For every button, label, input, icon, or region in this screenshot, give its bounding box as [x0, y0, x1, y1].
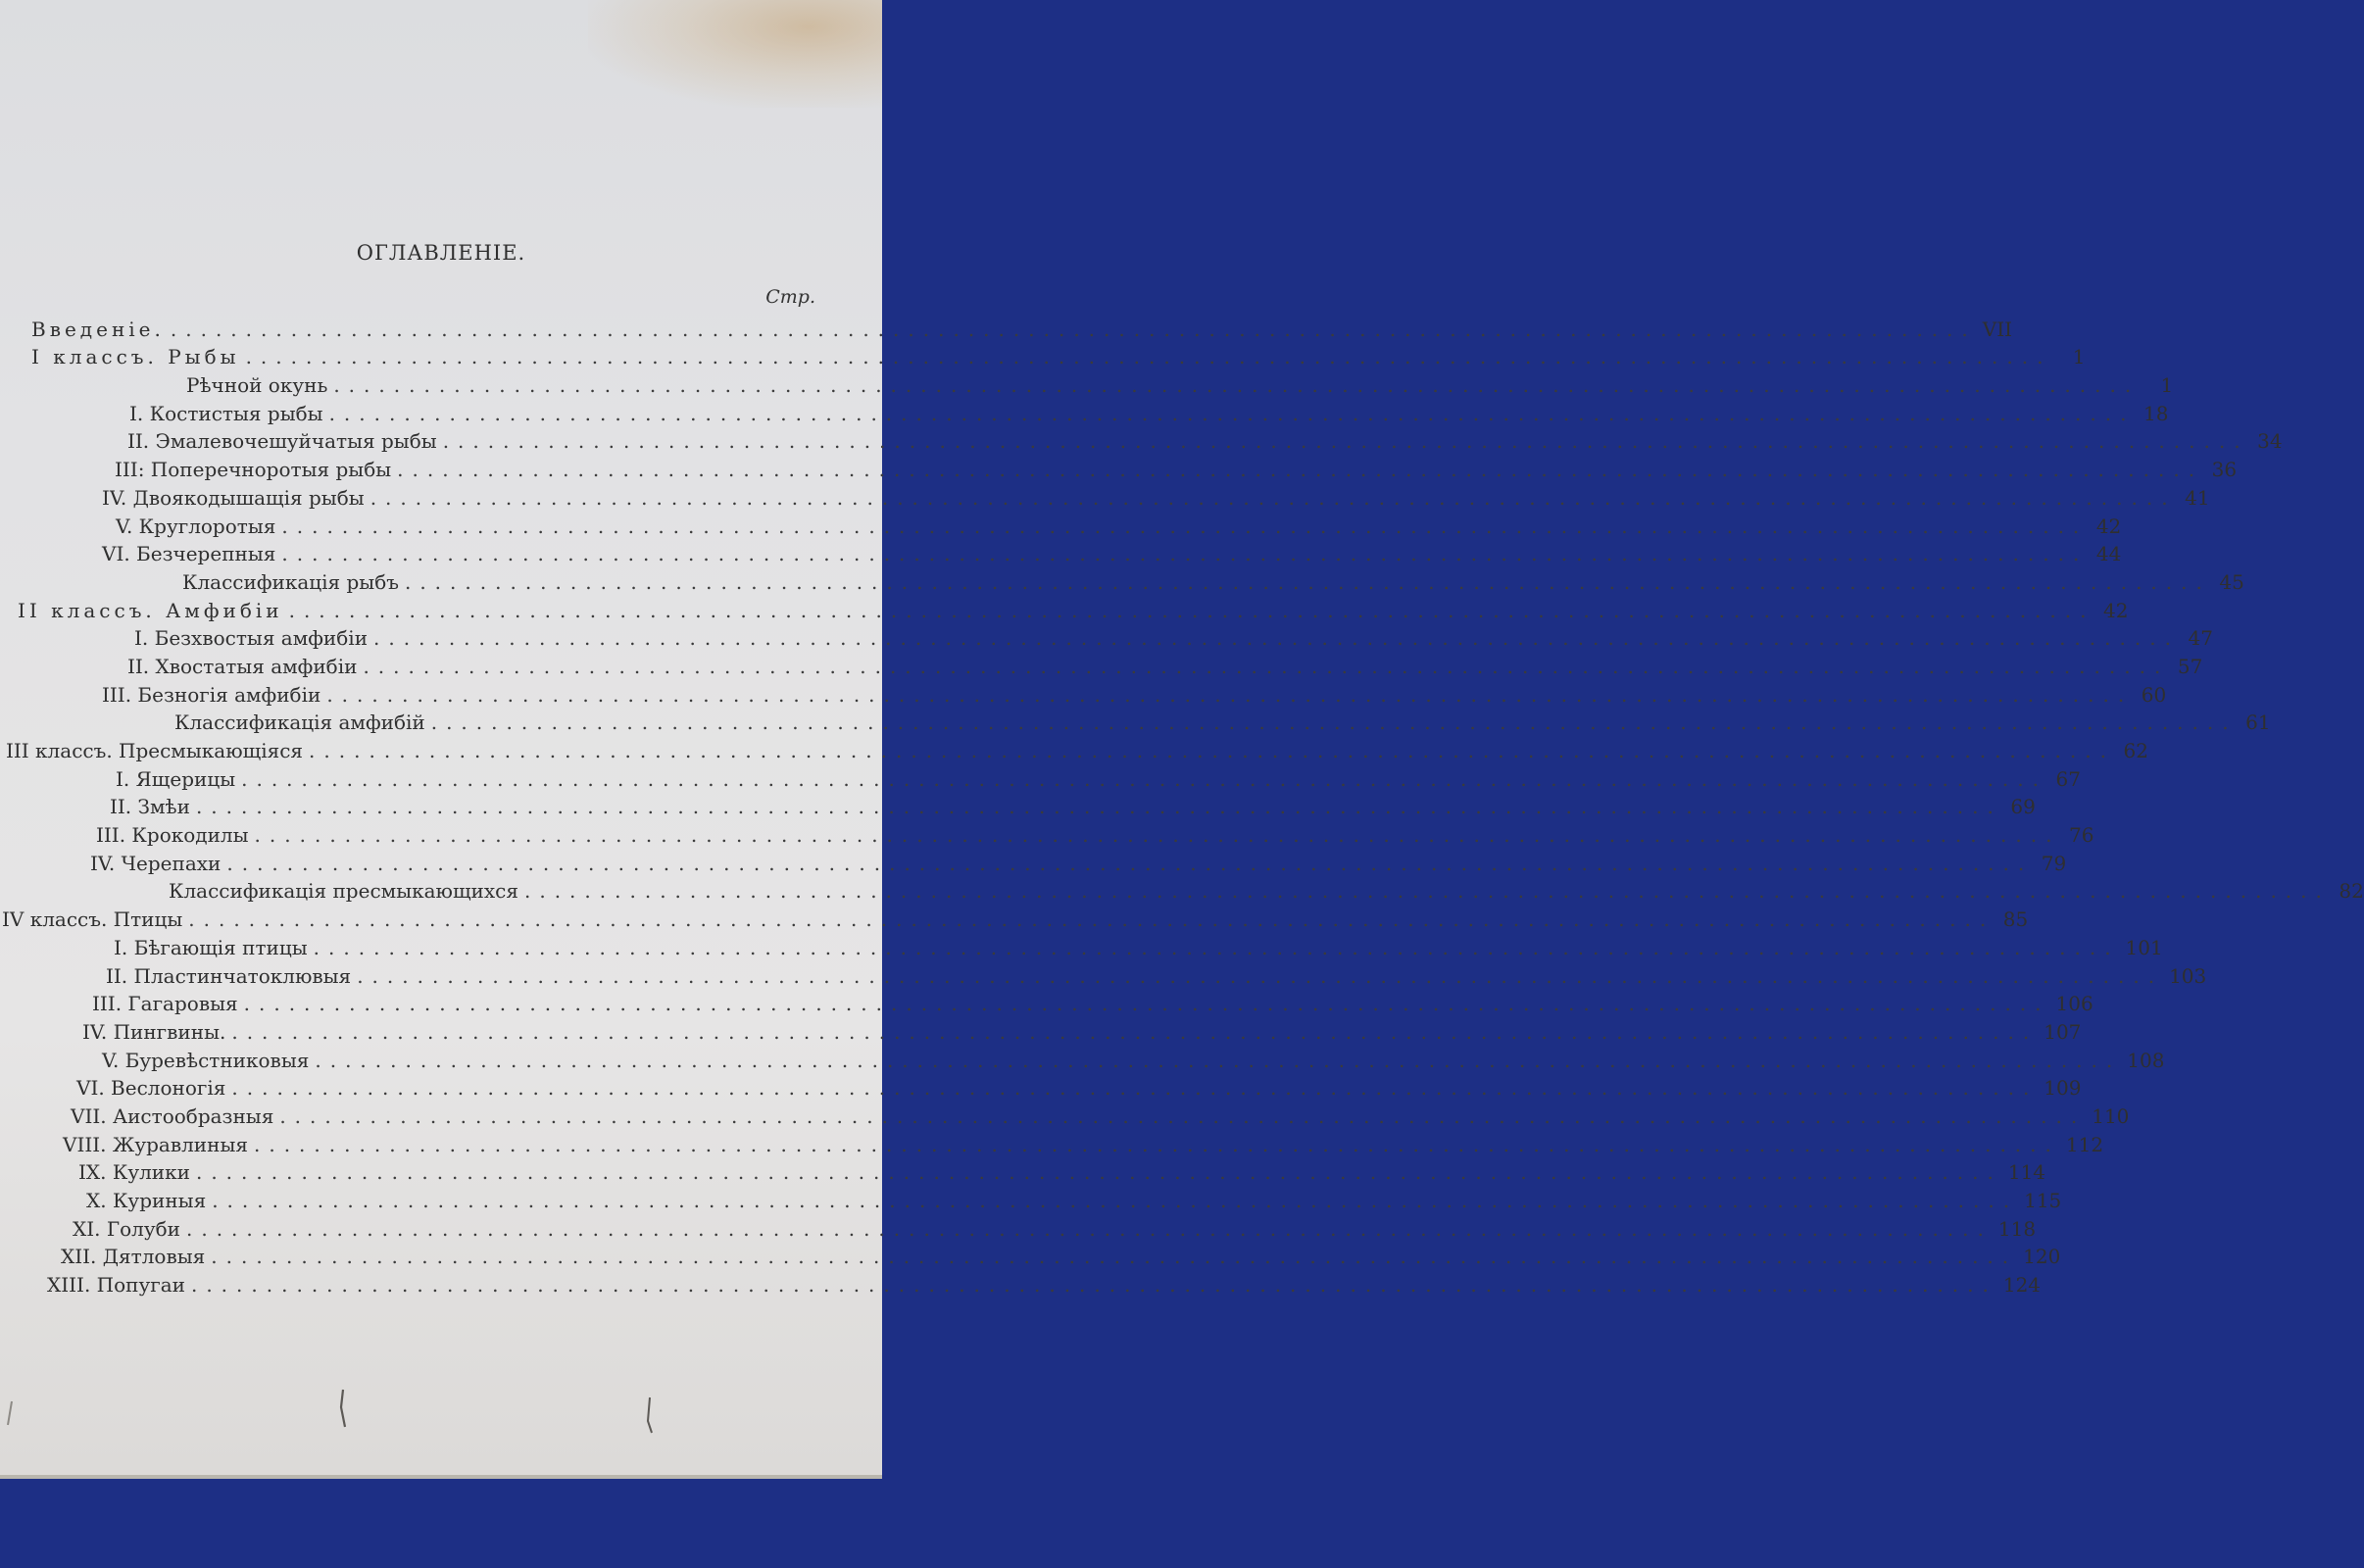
- toc-entry-label: VI. Веслоногія: [76, 1076, 226, 1101]
- toc-dot-leader: ........................................................................................................................: [185, 1216, 1993, 1241]
- toc-entry: [0, 564, 2244, 594]
- toc-entry: [0, 677, 2167, 707]
- page-title: ОГЛАВЛЕНІЕ.: [356, 241, 526, 265]
- toc-page-number: 1: [2072, 345, 2086, 369]
- toc-entry: [0, 733, 2148, 762]
- toc-entry: [0, 987, 2093, 1016]
- toc-dot-leader: ........................................................................................................................: [404, 569, 2211, 594]
- toc-page-number: 57: [2177, 654, 2203, 678]
- toc-page-number: 1: [2160, 373, 2174, 398]
- toc-dot-leader: ........................................................................................................................: [315, 1048, 2122, 1072]
- toc-page-number: 42: [2095, 514, 2122, 538]
- toc-dot-leader: ........................................................................................................................: [241, 766, 2047, 791]
- toc-entry: [0, 1014, 2082, 1044]
- toc-page-number: 42: [2103, 598, 2129, 622]
- toc-entry-label: IX. Кулики: [78, 1160, 190, 1185]
- toc-entry-label: II. Хвостатыя амфибіи: [127, 654, 358, 678]
- toc-page-number: 44: [2095, 542, 2122, 566]
- toc-entry-label: I. Бѣгающія птицы: [114, 935, 308, 959]
- toc-entry-label: III. Безногія амфибіи: [102, 682, 321, 707]
- toc-entry-label: Рѣчной окунь: [186, 373, 328, 398]
- toc-dot-leader: ........................................................................................................................: [357, 963, 2164, 988]
- toc-entry-label: Классификація амфибій: [174, 710, 425, 735]
- toc-entry-label: II. Эмалевочешуйчатыя рыбы: [127, 429, 437, 454]
- toc-page-number: 120: [2023, 1245, 2061, 1269]
- toc-entry: [0, 452, 2238, 482]
- toc-entry: [0, 817, 2094, 848]
- toc-page-number: 62: [2123, 739, 2148, 762]
- toc-dot-leader: ........................................................................................................................: [245, 345, 2052, 369]
- toc-dot-leader: ........................................................................................................................: [253, 1132, 2060, 1156]
- toc-page-number: 45: [2219, 569, 2244, 594]
- toc-entry-label: II. Пластинчатоклювыя: [106, 963, 352, 988]
- toc-dot-leader: ........................................................................................................................: [430, 710, 2238, 735]
- toc-entry: [0, 930, 2163, 959]
- toc-dot-leader: ........................................................................................................................: [279, 1103, 2087, 1128]
- toc-dot-leader: ........................................................................................................................: [328, 401, 2136, 425]
- toc-entry: [0, 1099, 2130, 1128]
- toc-entry: [0, 480, 2210, 510]
- toc-entry: [0, 368, 2174, 398]
- toc-entry: [0, 1240, 2061, 1269]
- toc-entry: [0, 593, 2129, 622]
- toc-page-number: 41: [2185, 485, 2210, 510]
- toc-entry: [0, 396, 2169, 425]
- toc-dot-leader: ........................................................................................................................: [313, 935, 2120, 959]
- toc-dot-leader: ........................................................................................................................: [170, 317, 1977, 341]
- toc-entry-label: XI. Голуби: [73, 1216, 180, 1241]
- toc-dot-leader: ........................................................................................................................: [373, 626, 2180, 651]
- toc-page-number: 110: [2092, 1103, 2130, 1128]
- toc-page-number: 118: [1997, 1216, 2037, 1241]
- toc-page-number: 67: [2055, 766, 2081, 791]
- toc-entry: [0, 1071, 2082, 1101]
- toc-entry: [0, 1127, 2104, 1156]
- toc-entry-label: XII. Дятловыя: [61, 1245, 206, 1269]
- toc-page-number: 103: [2169, 963, 2207, 988]
- toc-entry: [0, 621, 2213, 651]
- toc-page-number: 112: [2065, 1132, 2104, 1156]
- toc-entry-label: III. Гагаровыя: [92, 992, 238, 1016]
- toc-entry: [0, 1267, 2042, 1298]
- toc-page-number: 85: [2002, 907, 2029, 932]
- toc-entry-label: III классъ. Пресмыкающіяся: [6, 739, 304, 762]
- toc-dot-leader: ........................................................................................................................: [231, 1019, 2039, 1044]
- toc-entry-label: V. Круглоротыя: [116, 514, 276, 538]
- toc-entry-label: IV классъ. Птицы: [2, 907, 183, 932]
- toc-entry: [0, 874, 2364, 904]
- toc-entry-label: II классъ. Амфибіи: [18, 598, 283, 622]
- toc-page-number: 18: [2143, 401, 2169, 425]
- toc-entry: [0, 312, 2013, 341]
- toc-dot-leader: ........................................................................................................................: [333, 373, 2141, 398]
- toc-entry-label: XIII. Попугаи: [47, 1273, 185, 1298]
- toc-entry: [0, 958, 2207, 988]
- toc-entry-label: IV. Двоякодышащія рыбы: [102, 485, 365, 510]
- toc-entry: [0, 537, 2122, 566]
- toc-dot-leader: ........................................................................................................................: [190, 1273, 1997, 1298]
- toc-entry: [0, 340, 2086, 369]
- paper-stain: [588, 0, 882, 108]
- toc-entry: [0, 1155, 2046, 1185]
- toc-entry: [0, 1043, 2165, 1072]
- toc-dot-leader: ........................................................................................................................: [281, 514, 2089, 538]
- toc-entry: [0, 509, 2122, 538]
- toc-page-number: 109: [2044, 1076, 2082, 1101]
- toc-page-number: 47: [2188, 626, 2213, 651]
- toc-dot-leader: ........................................................................................................................: [523, 879, 2331, 904]
- toc-page-number: 107: [2044, 1019, 2082, 1044]
- toc-entry-label: I. Ящерицы: [116, 766, 236, 791]
- toc-page-number: 61: [2245, 710, 2271, 735]
- toc-dot-leader: ........................................................................................................................: [212, 1189, 2019, 1212]
- toc-page-number: VII: [1982, 317, 2013, 341]
- toc-page-number: 34: [2257, 429, 2283, 454]
- toc-entry-label: V. Буревѣстниковыя: [102, 1048, 310, 1072]
- toc-dot-leader: ........................................................................................................................: [309, 739, 2115, 762]
- toc-entry-label: III. Крокодилы: [96, 823, 249, 848]
- toc-page-number: 101: [2125, 935, 2163, 959]
- toc-entry: [0, 846, 2067, 875]
- toc-dot-leader: ........................................................................................................................: [188, 907, 1995, 932]
- toc-dot-leader: ........................................................................................................................: [226, 851, 2034, 875]
- toc-dot-leader: ........................................................................................................................: [195, 795, 2002, 819]
- toc-page-number: 124: [2002, 1273, 2042, 1298]
- toc-entry-label: Введеніе.: [31, 317, 165, 341]
- toc-entry: [0, 706, 2271, 735]
- toc-entry-label: I. Безхвостыя амфибіи: [134, 626, 369, 651]
- toc-page-number: 69: [2010, 795, 2036, 819]
- toc-entry: [0, 424, 2283, 454]
- toc-dot-leader: ........................................................................................................................: [231, 1076, 2039, 1101]
- toc-page-number: 82: [2339, 879, 2364, 904]
- toc-dot-leader: ........................................................................................................................: [211, 1245, 2018, 1269]
- toc-entry-label: IV. Черепахи: [90, 851, 222, 875]
- table-of-contents: [0, 312, 2364, 1298]
- toc-dot-leader: ........................................................................................................................: [281, 542, 2089, 566]
- toc-dot-leader: ........................................................................................................................: [243, 992, 2050, 1016]
- toc-entry: [0, 761, 2081, 791]
- toc-entry-label: VIII. Журавлиныя: [63, 1132, 248, 1156]
- toc-dot-leader: ........................................................................................................................: [195, 1160, 2002, 1185]
- toc-dot-leader: ........................................................................................................................: [397, 458, 2204, 482]
- toc-dot-leader: ........................................................................................................................: [442, 429, 2249, 454]
- toc-entry-label: Классификація рыбъ: [182, 569, 399, 594]
- toc-page-number: 76: [2068, 823, 2094, 848]
- toc-page-number: 115: [2024, 1189, 2062, 1212]
- toc-entry-label: I. Костистыя рыбы: [129, 401, 323, 425]
- toc-entry-label: III: Поперечноротыя рыбы: [115, 458, 392, 482]
- toc-entry-label: VII. Аистообразныя: [71, 1103, 274, 1128]
- toc-entry: [0, 1183, 2062, 1212]
- toc-entry-label: VI. Безчерепныя: [102, 542, 276, 566]
- toc-dot-leader: ........................................................................................................................: [369, 485, 2177, 510]
- toc-entry: [0, 649, 2203, 678]
- toc-entry-label: IV. Пингвины.: [82, 1019, 226, 1044]
- toc-page-number: 79: [2041, 851, 2067, 875]
- toc-page-number: 60: [2141, 682, 2167, 707]
- toc-page-number: 108: [2127, 1048, 2165, 1072]
- toc-entry: [0, 1211, 2037, 1241]
- toc-dot-leader: ........................................................................................................................: [254, 823, 2061, 848]
- toc-entry-label: II. Змѣи: [110, 795, 190, 819]
- toc-page-number: 106: [2055, 992, 2093, 1016]
- toc-dot-leader: ........................................................................................................................: [363, 654, 2170, 678]
- toc-entry-label: X. Куриныя: [86, 1189, 207, 1212]
- binding-stitches: [0, 1382, 882, 1441]
- toc-page-number: 114: [2007, 1160, 2046, 1185]
- toc-entry: [0, 902, 2029, 932]
- page-column-header: Стр.: [765, 286, 815, 308]
- toc-entry: [0, 790, 2036, 819]
- toc-page-number: 36: [2211, 458, 2238, 482]
- toc-dot-leader: ........................................................................................................................: [326, 682, 2134, 707]
- toc-entry-label: Классификація пресмыкающихся: [169, 879, 518, 904]
- toc-entry-label: I классъ. Рыбы: [31, 345, 240, 369]
- toc-dot-leader: ........................................................................................................................: [288, 598, 2095, 622]
